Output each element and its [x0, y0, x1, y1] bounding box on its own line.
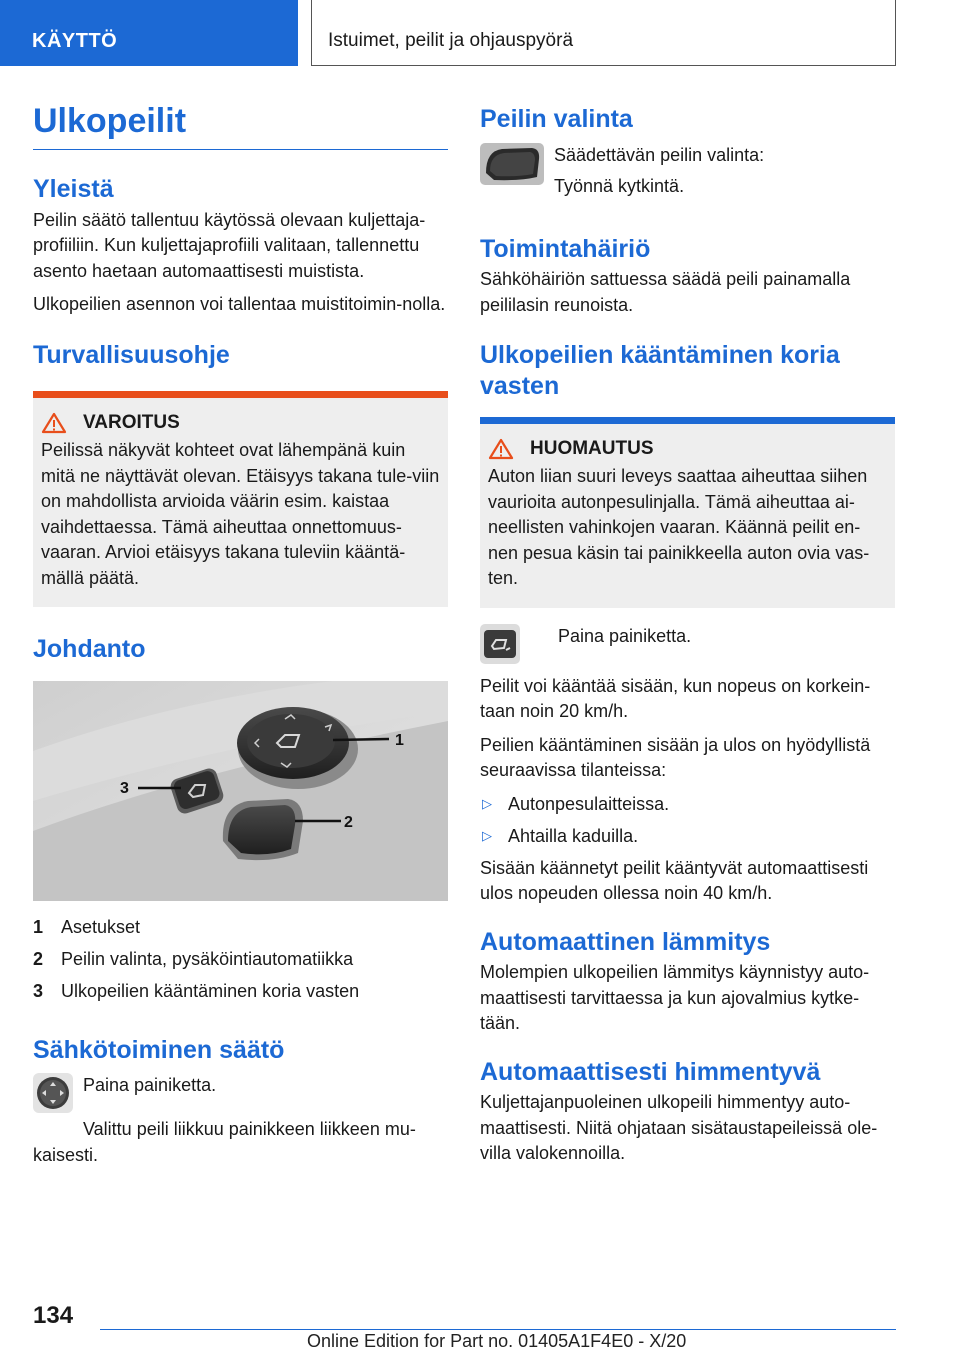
notice-box — [480, 417, 895, 608]
legend-number: 1 — [33, 916, 44, 937]
fold-button-row — [480, 624, 895, 664]
list-item — [480, 788, 895, 820]
chapter-title: Istuimet, peilit ja ohjauspyörä — [311, 0, 896, 66]
select-paragraph-1: Säädettävän peilin valinta: — [554, 144, 765, 165]
list-item-text: Autonpesulaitteissa. — [508, 793, 670, 814]
mirror-controls-photo — [33, 681, 448, 901]
fold-paragraph-3: Sisään käännetyt peilit kääntyvät automaattisesti ulos nopeuden ollessa noin 40 km/h. — [480, 857, 869, 903]
notice-title: HUOMAUTUS — [530, 438, 654, 459]
page-number: 134 — [33, 1302, 74, 1329]
heading-fold-mirrors: Ulkopeilien kääntäminen koria vasten — [480, 341, 840, 400]
right-column — [480, 98, 895, 1167]
section-tab: KÄYTTÖ — [0, 0, 298, 66]
list-item-text: Ahtailla kaduilla. — [508, 825, 639, 846]
callout-3: 3 — [120, 779, 129, 797]
electric-paragraph-1: Paina painiketta. — [83, 1075, 217, 1096]
general-paragraph-1: Peilin säätö tallentuu käytössä olevaan kuljettaja-profiiliin. Kun kuljettajaprofiili valitaan, tallennettu asento haetaan automaattisesti muistista. — [33, 209, 426, 281]
list-item — [33, 911, 448, 943]
legend-number: 3 — [33, 980, 44, 1001]
auto-dimming-paragraph: Kuljettajanpuoleinen ulkopeili himmentyy auto-maattisesti. Niitä ohjataan sisätaustapeileissä ole-villa valokennoilla. — [480, 1092, 878, 1163]
legend-label: Peilin valinta, pysäköintiautomatiikka — [61, 948, 354, 969]
list-item — [480, 820, 895, 852]
fold-paragraph-2: Peilien kääntäminen sisään ja ulos on hyödyllistä seuraavissa tilanteissa: — [480, 734, 871, 780]
fold-situations-list — [480, 788, 895, 852]
callout-2: 2 — [344, 813, 353, 831]
notice-triangle-icon — [488, 438, 514, 460]
heading-auto-dimming: Automaattisesti himmentyvä — [480, 1057, 821, 1086]
notice-text: Auton liian suuri leveys saattaa aiheuttaa siihen vaurioita autonpesulinjalla. Tämä aiheuttaa ai-neellisten vahinkojen vaaran. Käännä peilit en-nen pesua käsin tai painikkeella auton ovia vas-ten. — [488, 466, 870, 588]
legend-list — [33, 911, 448, 1007]
heating-paragraph: Molempien ulkopeilien lämmitys käynnistyy auto-maattisesti tarvittaessa ja kun ajovalmius kytke-tään. — [480, 962, 870, 1033]
warning-header — [41, 412, 440, 434]
footer-edition: Online Edition for Part no. 01405A1F4E0 - X/20 — [307, 1331, 687, 1351]
list-item — [33, 975, 448, 1007]
left-column — [33, 98, 448, 1168]
mirror-select-row — [480, 143, 895, 200]
footer-divider — [100, 1329, 896, 1330]
list-item — [33, 943, 448, 975]
heading-electric-adjust: Sähkötoiminen säätö — [33, 1035, 285, 1064]
legend-label: Asetukset — [61, 916, 141, 937]
legend-label: Ulkopeilien kääntäminen koria vasten — [61, 980, 360, 1001]
heading-intro: Johdanto — [33, 635, 146, 664]
heading-mirror-select: Peilin valinta — [480, 105, 633, 133]
malfunction-paragraph: Sähköhäiriön sattuessa säädä peili painamalla peililasin reunoista. — [480, 269, 851, 315]
warning-box — [33, 391, 448, 607]
general-paragraph-2: Ulkopeilien asennon voi tallentaa muistitoimin-nolla. — [33, 294, 446, 315]
heading-safety: Turvallisuusohje — [33, 340, 230, 369]
mirror-fold-button-icon — [480, 624, 520, 664]
fold-paragraph-1: Peilit voi kääntää sisään, kun nopeus on korkein-taan noin 20 km/h. — [480, 675, 871, 721]
warning-title: VAROITUS — [83, 412, 180, 434]
electric-adjust-row — [33, 1073, 448, 1113]
select-paragraph-2: Työnnä kytkintä. — [554, 176, 685, 196]
mirror-select-switch-icon — [480, 143, 544, 185]
fold-press-text: Paina painiketta. — [558, 625, 692, 646]
heading-malfunction: Toimintahäiriö — [480, 234, 651, 263]
callout-1: 1 — [395, 731, 404, 749]
bullet-triangle-icon: ▷ — [482, 795, 492, 811]
heading-heating: Automaattinen lämmitys — [480, 927, 771, 956]
notice-header — [488, 438, 887, 460]
warning-text: Peilissä näkyvät kohteet ovat lähempänä kuin mitä ne näyttävät olevan. Etäisyys takana tule-viin on mahdollista arvioida väärin esim. kaistaa vaihdettaessa. Tämä aiheuttaa onnettomuus-vaaran. Arvioi etäisyys takana tuleviin kääntä-mällä päätä. — [41, 440, 440, 588]
legend-number: 2 — [33, 948, 44, 969]
mirror-controls-illustration — [33, 681, 448, 901]
page-title: Ulkopeilit — [33, 102, 448, 150]
warning-triangle-icon — [41, 412, 67, 434]
electric-paragraph-2: Valittu peili liikkuu painikkeen liikkeen mu-kaisesti. — [33, 1119, 416, 1165]
bullet-triangle-icon: ▷ — [482, 827, 492, 843]
mirror-adjust-knob-icon — [33, 1073, 73, 1113]
heading-general: Yleistä — [33, 175, 114, 204]
